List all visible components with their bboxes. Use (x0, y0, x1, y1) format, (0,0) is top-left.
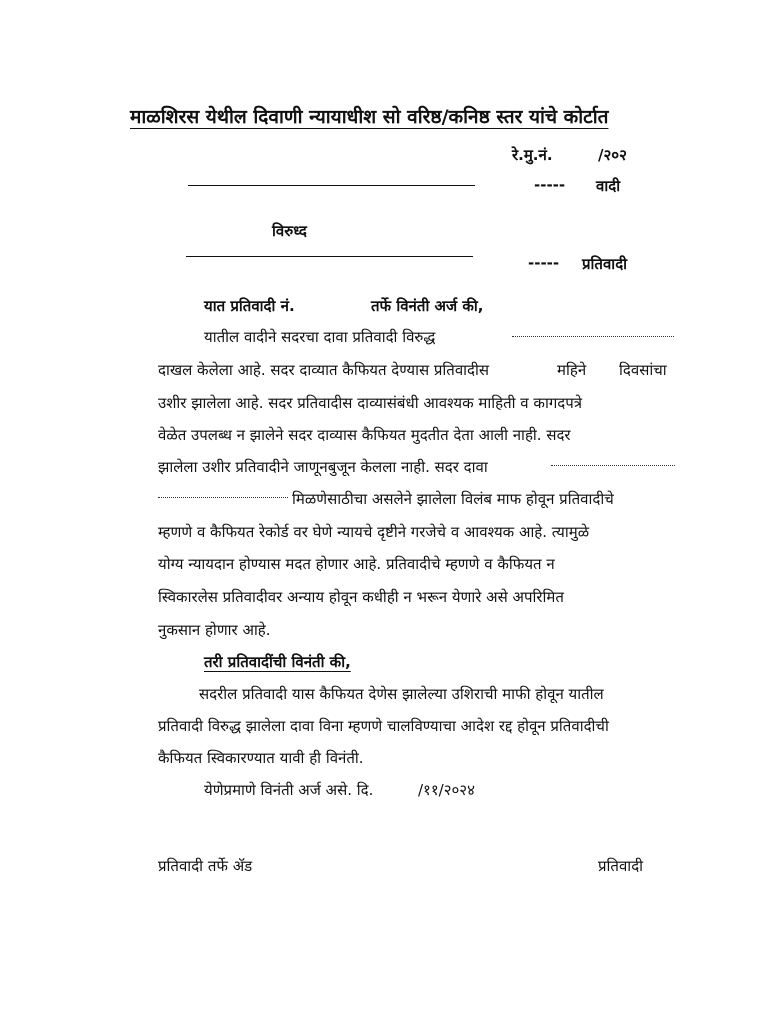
para-line-3: उशीर झालेला आहे. सदर प्रतिवादीस दाव्यासंबंधी आवश्यक माहिती व कागदपत्रे (158, 394, 583, 412)
party-signature: प्रतिवादी (598, 857, 644, 875)
defendant-name-line (186, 256, 473, 257)
application-opening: यात प्रतिवादी नं. (204, 297, 295, 315)
closing-date: /११/२०२४ (418, 781, 475, 799)
prayer-line-2: प्रतिवादी विरुद्ध झालेला दावा विना म्हणणे चालविण्याचा आदेश रद्द होवून प्रतिवादीची (158, 717, 609, 735)
defendant-label: प्रतिवादी (582, 255, 628, 273)
plaintiff-name-line (188, 185, 475, 186)
versus-label: विरुध्द (272, 222, 307, 240)
para-line-7: म्हणणे व कैफियत रेकोर्ड वर घेणे न्यायचे दृष्टीने गरजेचे व आवश्यक आहे. त्यामुळे (158, 523, 590, 541)
court-title: माळशिरस येथील दिवाणी न्यायाधीश सो वरिष्ठ/कनिष्ठ स्तर यांचे कोर्टात (130, 106, 609, 128)
advocate-signature: प्रतिवादी तर्फे ॲड (158, 857, 253, 875)
para-line-9: स्विकारलेस प्रतिवादीवर अन्याय होवून कधीही न भरून येणारे असे अपरिमित (158, 588, 564, 606)
prayer-heading: तरी प्रतिवादींची विनंती की, (204, 653, 351, 671)
months-label: महिने (557, 361, 587, 379)
para-line-8: योग्य न्यायदान होण्यास मदत होणार आहे. प्रतिवादीचे म्हणणे व कैफियत न (158, 555, 555, 573)
defendant-dashes: ----- (528, 254, 560, 272)
blank-dotted-line-3 (158, 497, 288, 498)
blank-dotted-line (512, 336, 674, 337)
case-number-label: रे.मु.नं. (512, 146, 553, 164)
prayer-line-1: सदरील प्रतिवादी यास कैफियत देणेस झालेल्या उशिराची माफी होवून यातील (199, 685, 604, 703)
para-line-4: वेळेत उपलब्ध न झालेने सदर दाव्यास कैफियत मुदतीत देता आली नाही. सदर (158, 426, 571, 444)
blank-dotted-line-2 (551, 465, 675, 466)
plaintiff-label: वादी (596, 177, 621, 195)
days-label: दिवसांचा (619, 361, 667, 379)
para-line-1: यातील वादीने सदरचा दावा प्रतिवादी विरुद्ध (204, 328, 436, 346)
plaintiff-dashes: ----- (534, 176, 566, 194)
para-line-5: झालेला उशीर प्रतिवादीने जाणूनबुजून केलला नाही. सदर दावा (158, 458, 488, 476)
case-number-year: /२०२ (598, 146, 627, 164)
prayer-line-3: कैफियत स्विकारण्यात यावी ही विनंती. (158, 749, 364, 767)
para-line-10: नुकसान होणार आहे. (158, 621, 271, 639)
application-opening-2: तर्फे विनंती अर्ज की, (371, 297, 484, 315)
para-line-2: दाखल केलेला आहे. सदर दाव्यात कैफियत देण्यास प्रतिवादीस (158, 361, 490, 379)
closing-statement: येणेप्रमाणे विनंती अर्ज असे. दि. (204, 781, 374, 799)
para-line-6: मिळणेसाठीचा असलेने झालेला विलंब माफ होवून प्रतिवादीचे (292, 490, 614, 508)
